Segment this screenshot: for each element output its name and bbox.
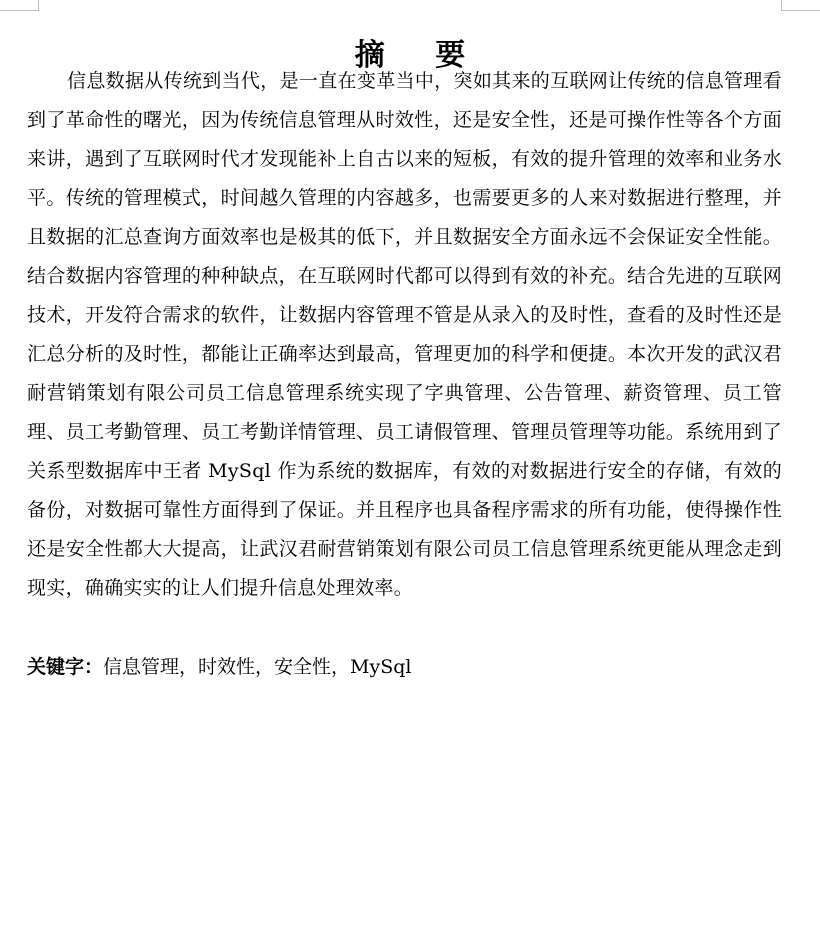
keywords-line (27, 648, 782, 687)
crop-mark-top-right (781, 0, 820, 11)
keywords-label: 关键字： (27, 656, 104, 678)
keywords-value: 信息管理，时效性，安全性，MySql (103, 656, 412, 678)
abstract-paragraph: 信息数据从传统到当代，是一直在变革当中，突如其来的互联网让传统的信息管理看到了革命性的曙光，因为传统信息管理从时效性，还是安全性，还是可操作性等各个方面来讲，遇到了互联网时代才发现能补上自古以来的短板，有效的提升管理的效率和业务水平。传统的管理模式，时间越久管理的内容越多，也需要更多的人来对数据进行整理，并且数据的汇总查询方面效率也是极其的低下，并且数据安全方面永远不会保证安全性能。结合数据内容管理的种种缺点，在互联网时代都可以得到有效的补充。结合先进的互联网技术，开发符合需求的软件，让数据内容管理不管是从录入的及时性，查看的及时性还是汇总分析的及时性，都能让正确率达到最高，管理更加的科学和便捷。本次开发的武汉君耐营销策划有限公司员工信息管理系统实现了字典管理、公告管理、薪资管理、员工管理、员工考勤管理、员工考勤详情管理、员工请假管理、管理员管理等功能。系统用到了关系型数据库中王者 MySql 作为系统的数据库，有效的对数据进行安全的存储，有效的备份，对数据可靠性方面得到了保证。并且程序也具备程序需求的所有功能，使得操作性还是安全性都大大提高，让武汉君耐营销策划有限公司员工信息管理系统更能从理念走到现实，确确实实的让人们提升信息处理效率。 (27, 70, 782, 599)
crop-mark-top-left (0, 0, 39, 11)
page-title: 摘 要 (354, 38, 486, 74)
